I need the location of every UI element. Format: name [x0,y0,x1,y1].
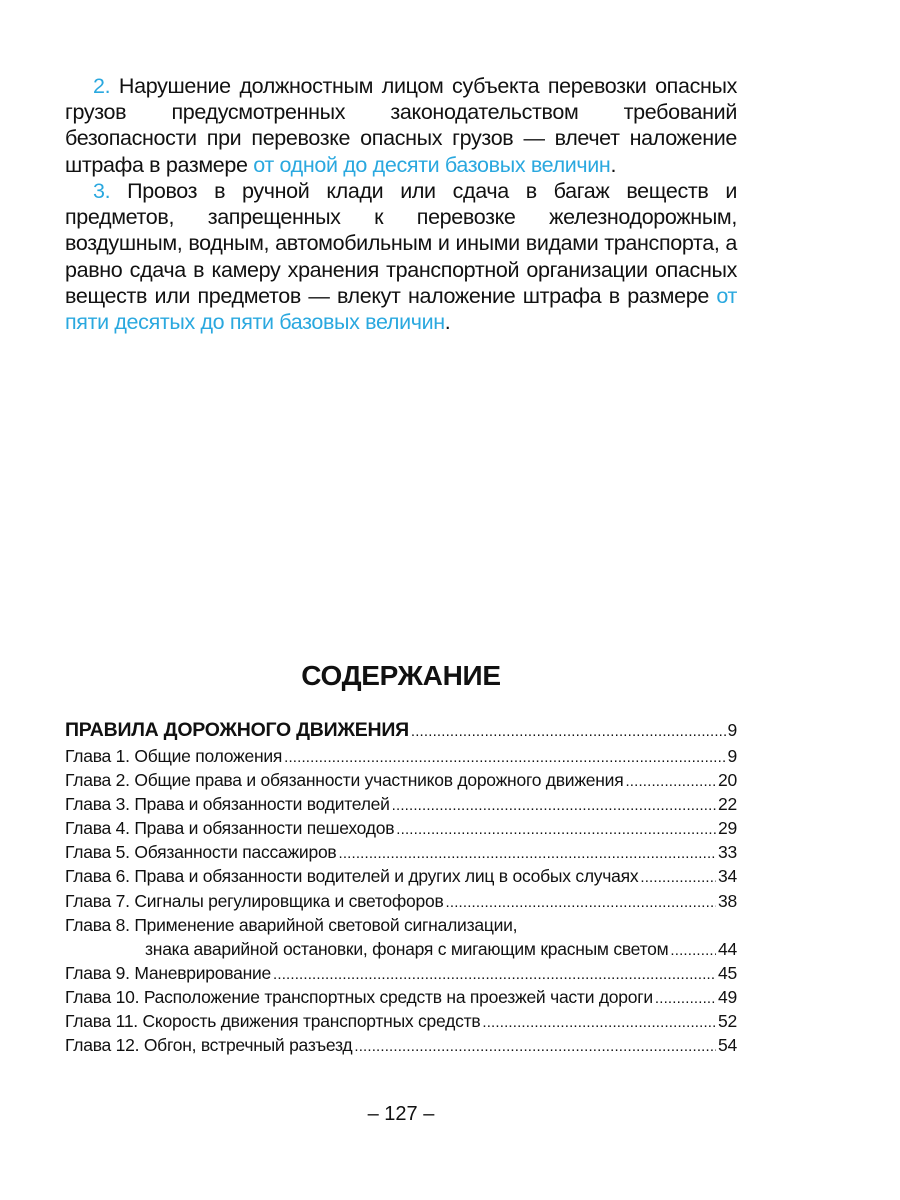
toc-entry-page: 38 [718,890,737,911]
paragraph-2 [65,73,737,178]
paragraph-end: . [444,310,451,335]
toc-entry-page: 29 [718,818,737,839]
toc-entry-label: Глава 10. Расположение транспортных средств на проезжей части дороги [65,986,653,1007]
paragraph-3 [65,178,737,335]
toc-entry[interactable] [65,913,737,937]
toc-entry-label: Глава 9. Маневрирование [65,962,272,983]
contents-title: СОДЕРЖАНИЕ [301,660,501,691]
toc-entry-label: Глава 8. Применение аварийной световой сигнализации, [65,914,518,935]
toc-leader [625,770,716,794]
toc-entry[interactable] [65,961,737,985]
toc-entry-label: знака аварийной остановки, фонаря с мигающим красным светом [145,938,669,959]
paragraph-end: . [610,152,617,177]
toc-entry[interactable] [65,864,737,888]
toc-entry[interactable] [65,744,737,768]
toc-entry-page: 52 [718,1011,737,1032]
toc-entry-label: Глава 4. Права и обязанности пешеходов [65,818,395,839]
toc-leader [655,987,716,1011]
toc-entry-page: 49 [718,986,737,1007]
paragraph-number: 2. [93,74,111,98]
toc-entry[interactable] [65,768,737,792]
toc-leader [396,818,716,842]
toc-entry[interactable] [65,840,737,864]
toc-entry-label: Глава 7. Сигналы регулировщика и светофоров [65,890,444,911]
toc-entry-label: Глава 11. Скорость движения транспортных средств [65,1011,481,1032]
toc-leader [411,719,726,745]
table-of-contents [65,717,737,1057]
toc-leader [670,939,716,963]
toc-entry-label: Глава 5. Обязанности пассажиров [65,842,337,863]
toc-entry-page: 22 [718,794,737,815]
toc-leader [482,1011,716,1035]
toc-entry-page: 45 [718,962,737,983]
fine-amount: от пяти десятых до пяти базовых величин [65,283,737,335]
fine-amount: от одной до десяти базовых величин [253,152,611,177]
toc-leader [273,963,716,987]
toc-entry-page: 9 [727,746,737,766]
toc-entry-label: Глава 6. Права и обязанности водителей и других лиц в особых случаях [65,866,639,887]
toc-entry-label: Глава 12. Обгон, встречный разъезд [65,1035,353,1056]
paragraph-text: Провоз в ручной клади или сдача в багаж веществ и предметов, запрещенных к перевозке железнодорожным, воздушным, водным, автомобильным и иными видами транспорта, а равно сдача в камеру хранения транспортной организации опасных веществ или предметов — влекут наложение штрафа в размере [65,179,737,308]
toc-entry[interactable] [65,1033,737,1057]
document-page [65,0,737,1200]
toc-entry-page: 54 [718,1035,737,1056]
toc-entry-continuation[interactable] [65,937,737,961]
toc-leader [338,842,716,866]
toc-entry-label: Глава 3. Права и обязанности водителей [65,794,390,815]
toc-entry[interactable] [65,985,737,1009]
toc-entry-page: 34 [718,866,737,887]
toc-entry[interactable] [65,889,737,913]
toc-leader [284,746,725,770]
toc-entry[interactable] [65,816,737,840]
toc-entry-main[interactable] [65,717,737,743]
toc-entry-label: Глава 2. Общие права и обязанности участников дорожного движения [65,770,624,791]
toc-leader [640,866,716,890]
toc-entry-page: 9 [727,720,737,740]
toc-entry-page: 20 [718,770,737,791]
toc-entry[interactable] [65,792,737,816]
toc-entry-label: ПРАВИЛА ДОРОЖНОГО ДВИЖЕНИЯ [65,719,409,741]
toc-entry-page: 44 [718,938,737,959]
paragraph-number: 3. [93,179,111,203]
toc-entry-label: Глава 1. Общие положения [65,746,283,766]
toc-entry-page: 33 [718,842,737,863]
toc-leader [354,1035,716,1059]
toc-leader [446,891,716,915]
paragraph-text: Нарушение должностным лицом субъекта перевозки опасных грузов предусмотренных законодательством требований безопасности при перевозке опасных грузов — влечет наложение штрафа в размере [65,74,738,177]
toc-entry[interactable] [65,1009,737,1033]
toc-leader [392,794,716,818]
page-number: – 127 – [367,1103,435,1125]
